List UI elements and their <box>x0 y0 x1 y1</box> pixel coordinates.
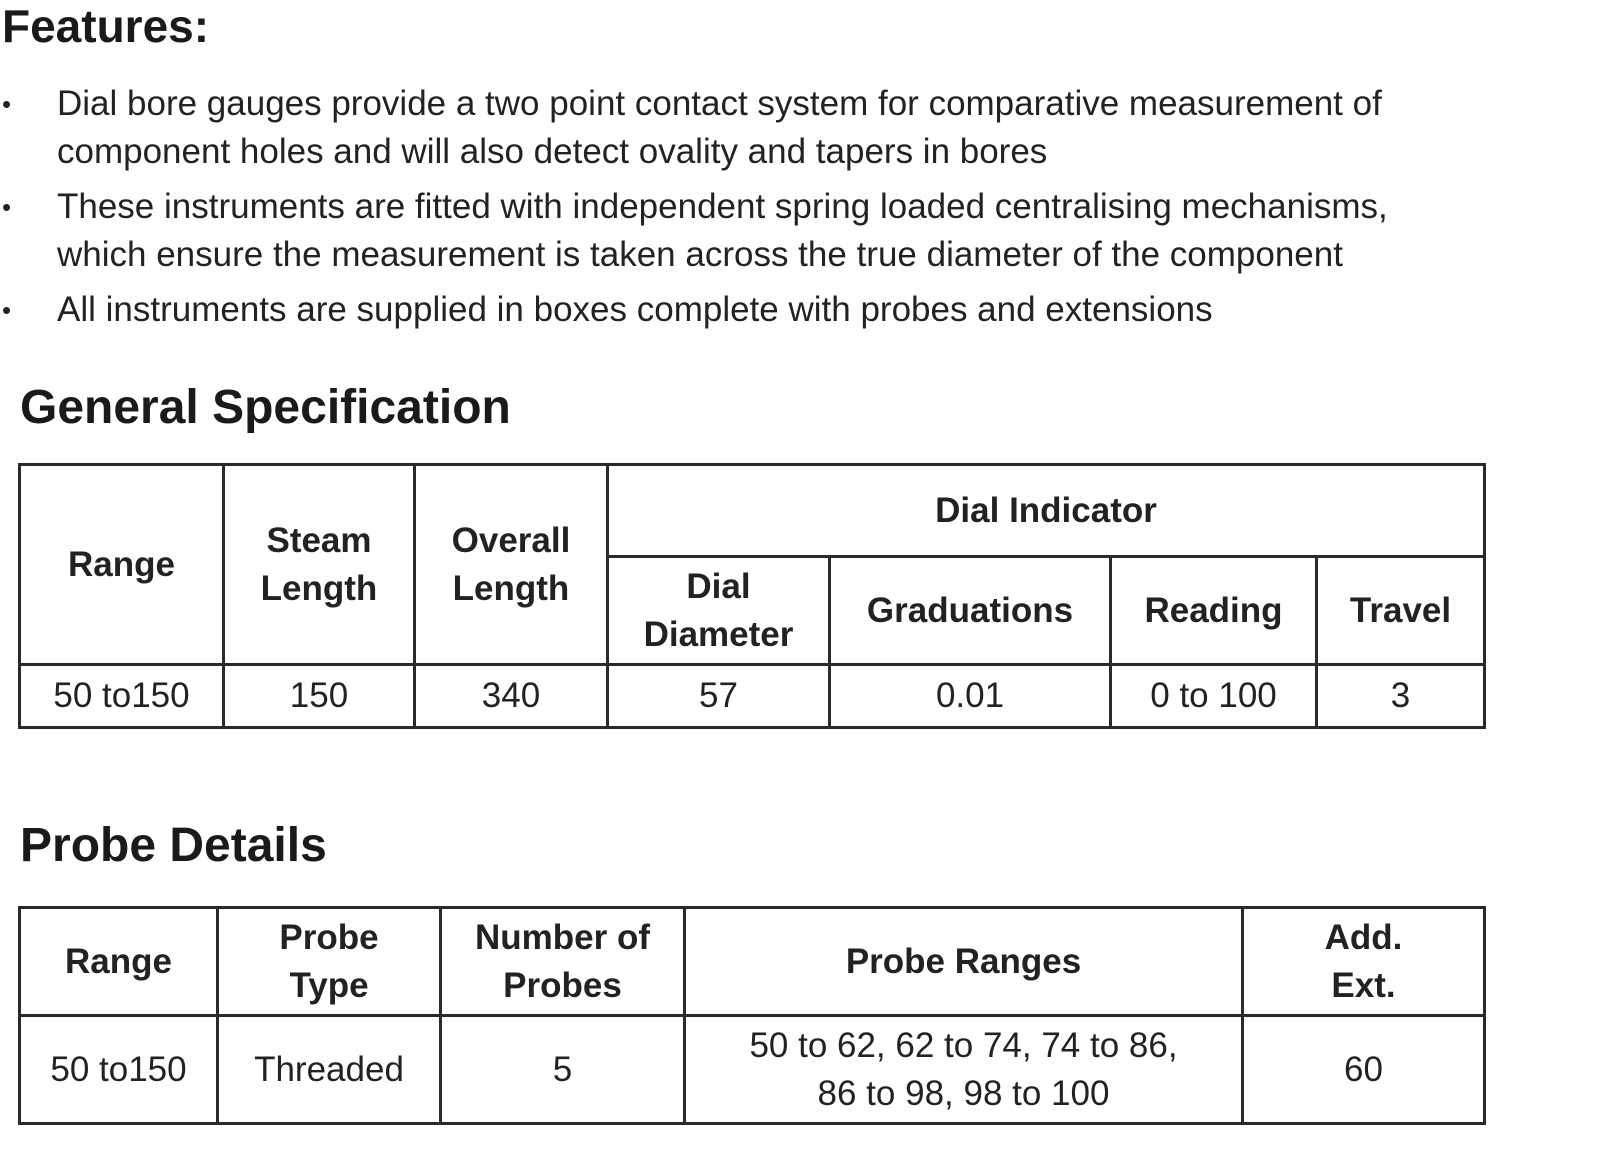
bullet-icon: • <box>2 192 12 222</box>
header-range: Range <box>20 465 224 665</box>
probe-details-title: Probe Details <box>20 819 327 872</box>
feature-item <box>0 183 1600 279</box>
cell-probe-type: Threaded <box>218 1016 441 1124</box>
general-spec-table <box>18 463 1486 729</box>
header-range: Range <box>20 908 218 1016</box>
cell-overall-length: 340 <box>415 665 608 728</box>
cell-dial-diameter: 57 <box>608 665 830 728</box>
header-line: Ext. <box>1331 965 1396 1005</box>
cell-reading: 0 to 100 <box>1111 665 1317 728</box>
header-line: Steam <box>266 520 372 560</box>
cell-range: 50 to150 <box>20 665 224 728</box>
header-line: Diameter <box>643 614 794 654</box>
header-line: Probe <box>279 917 379 957</box>
header-dial-indicator: Dial Indicator <box>608 465 1485 557</box>
feature-line: All instruments are supplied in boxes complete with probes and extensions <box>57 290 1213 329</box>
feature-line: which ensure the measurement is taken across the true diameter of the component <box>57 235 1343 274</box>
header-graduations: Graduations <box>830 557 1111 665</box>
header-line: Type <box>289 965 369 1005</box>
cell-steam-length: 150 <box>224 665 415 728</box>
cell-travel: 3 <box>1317 665 1485 728</box>
cell-add-ext: 60 <box>1243 1016 1485 1124</box>
header-steam-length <box>224 465 415 665</box>
header-add-ext <box>1243 908 1485 1016</box>
header-line: Number of <box>475 917 650 957</box>
probe-ranges-line: 50 to 62, 62 to 74, 74 to 86, <box>749 1025 1178 1065</box>
feature-item <box>0 80 1600 176</box>
feature-item <box>0 286 1600 334</box>
cell-number-of-probes: 5 <box>441 1016 685 1124</box>
header-number-of-probes <box>441 908 685 1016</box>
feature-list <box>0 80 1600 341</box>
header-probe-type <box>218 908 441 1016</box>
table-row <box>20 665 1485 728</box>
header-travel: Travel <box>1317 557 1485 665</box>
header-line: Length <box>452 568 570 608</box>
header-dial-diameter <box>608 557 830 665</box>
features-title: Features: <box>2 0 210 52</box>
table-row <box>20 1016 1485 1124</box>
table-header-row <box>20 908 1485 1016</box>
header-line: Add. <box>1324 917 1403 957</box>
header-line: Dial <box>686 566 751 606</box>
header-line: Length <box>260 568 378 608</box>
cell-range: 50 to150 <box>20 1016 218 1124</box>
general-spec-title: General Specification <box>20 381 511 434</box>
header-line: Overall <box>451 520 571 560</box>
header-line: Probes <box>503 965 622 1005</box>
bullet-icon: • <box>2 89 12 119</box>
feature-line: These instruments are fitted with independent spring loaded centralising mechanisms, <box>57 187 1388 226</box>
table-header-row <box>20 465 1485 557</box>
cell-probe-ranges <box>685 1016 1243 1124</box>
probe-ranges-line: 86 to 98, 98 to 100 <box>817 1073 1110 1113</box>
cell-graduations: 0.01 <box>830 665 1111 728</box>
feature-line: Dial bore gauges provide a two point contact system for comparative measurement of <box>57 84 1382 123</box>
header-reading: Reading <box>1111 557 1317 665</box>
probe-details-table <box>18 906 1486 1125</box>
header-probe-ranges: Probe Ranges <box>685 908 1243 1016</box>
header-overall-length <box>415 465 608 665</box>
bullet-icon: • <box>2 295 12 325</box>
feature-line: component holes and will also detect ovality and tapers in bores <box>57 132 1048 171</box>
